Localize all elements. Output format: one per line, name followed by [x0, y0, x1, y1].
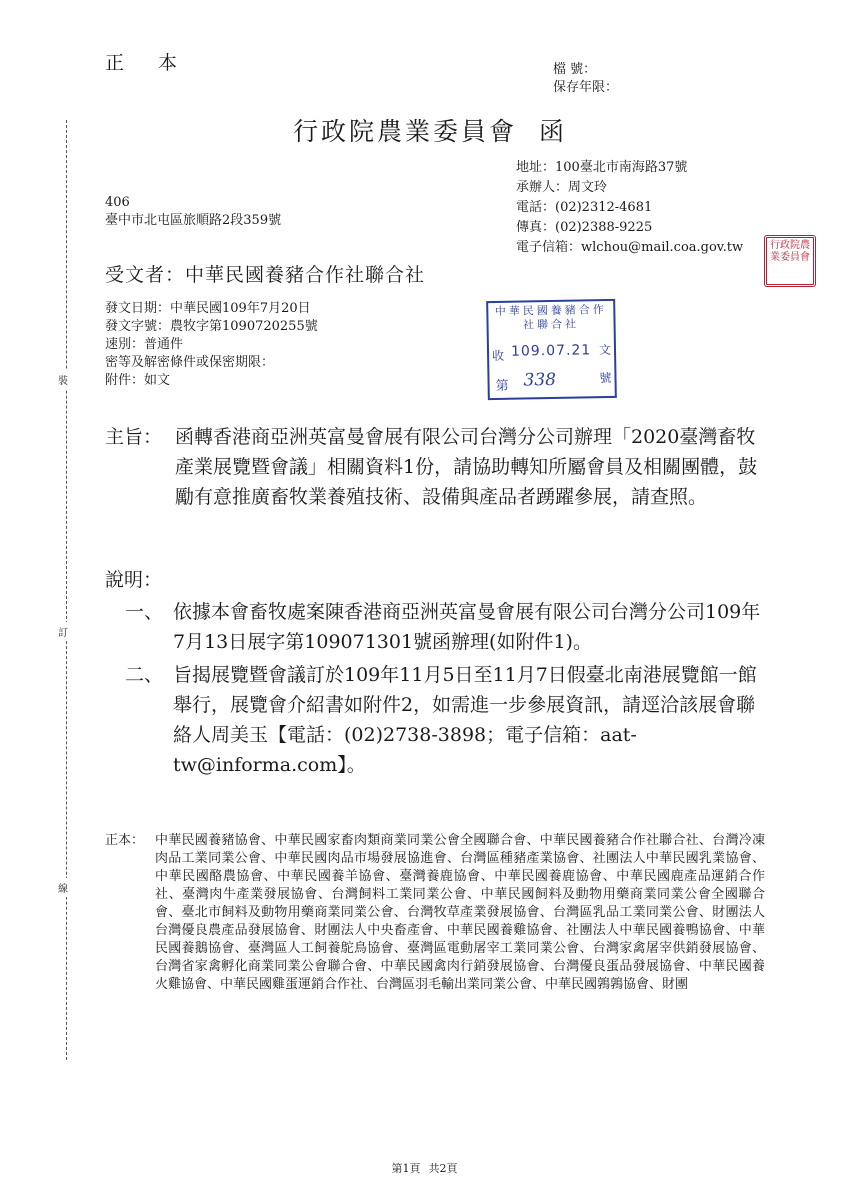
- recipient-postcode: 406: [105, 195, 130, 210]
- distribution-label: 正本：: [105, 833, 145, 848]
- item-text: 依據本會畜牧處案陳香港商亞洲英富曼會展有限公司台灣分公司109年7月13日展字第109071301號函辦理(如附件1)。: [173, 601, 761, 653]
- item-number: 一、: [125, 601, 164, 623]
- page-footer: [0, 1160, 849, 1176]
- issuing-org: 行政院農業委員會: [293, 117, 518, 146]
- sender-address: 地址：100臺北市南海路37號: [516, 160, 688, 175]
- stamp-side-right: 文: [598, 342, 612, 358]
- receipt-stamp: [486, 299, 617, 400]
- speed: 速別：普通件: [105, 337, 184, 352]
- page-number: 第1頁: [391, 1162, 421, 1175]
- stamp-num-prefix: 第: [495, 378, 509, 394]
- binding-char-zhuang: 裝: [58, 370, 68, 389]
- sender-fax: 傳真：(02)2388-9225: [516, 220, 653, 235]
- sender-email: 電子信箱：wlchou@mail.coa.gov.tw: [516, 240, 744, 255]
- original-copy-mark: 正 本: [105, 52, 192, 74]
- item-number: 二、: [125, 664, 164, 686]
- binding-char-ding: 訂: [58, 622, 68, 641]
- recipient-address: [105, 194, 281, 230]
- sender-handler: 承辦人：周文玲: [516, 180, 608, 195]
- explanation-item: [125, 660, 765, 780]
- subject-text: 函轉香港商亞洲英富曼會展有限公司台灣分公司辦理「2020臺灣畜牧產業展覽暨會議」相關資料1份，請協助轉知所屬會員及相關團體，鼓勵有意推廣畜牧業養殖技術、設備與產品者踴躍參展，請查照。: [175, 426, 758, 508]
- subject-label: 主旨：: [105, 426, 163, 448]
- explanation-label: 說明：: [105, 569, 163, 591]
- distribution-text: 中華民國養豬協會、中華民國家畜肉類商業同業公會全國聯合會、中華民國養豬合作社聯合社、台灣冷凍肉品工業同業公會、中華民國肉品市場發展協進會、台灣區種豬產業協會、社團法人中華民國乳業協會、中華民國酪農協會、中華民國養羊協會、臺灣養鹿協會、中華民國養鹿協會、中華民國鹿產品運銷合作社、臺灣肉牛產業發展協會、台灣飼料工業同業公會、中華民國飼料及動物用藥商業同業公會全國聯合會、臺北市飼料及動物用藥商業同業公會、台灣牧草產業發展協會、台灣區乳品工業同業公會、財團法人台灣優良農產品發展協會、財團法人中央畜產會、中華民國養雞協會、社團法人中華民國養鴨協會、中華民國養鵝協會、臺灣區人工飼養鴕鳥協會、臺灣區電動屠宰工業同業公會、台灣家禽屠宰供銷發展協會、台灣省家禽孵化商業同業公會聯合會、中華民國禽肉行銷發展協會、台灣優良蛋品發展協會、中華民國養火雞協會、中華民國雞蛋運銷合作社、台灣區羽毛輸出業同業公會、中華民國鶉鶉協會、財團: [155, 833, 765, 992]
- issue-date: 發文日期：中華民國109年7月20日: [105, 301, 311, 316]
- secrecy: 密等及解密條件或保密期限：: [105, 355, 275, 370]
- page-total: 共2頁: [428, 1162, 458, 1175]
- stamp-number: 338: [523, 369, 557, 391]
- recipient-street: 臺中市北屯區旅順路2段359號: [105, 213, 282, 228]
- binding-char-xian: 線: [58, 878, 68, 897]
- archive-info: [553, 61, 618, 97]
- stamp-num-suffix: 號: [599, 370, 612, 386]
- sender-phone: 電話：(02)2312-4681: [516, 200, 653, 215]
- explanation-item: [125, 597, 765, 657]
- retention-label: 保存年限：: [553, 80, 619, 95]
- document-meta: [105, 300, 318, 390]
- stamp-side-left: 收: [491, 348, 505, 364]
- issue-number: 發文字號：農牧字第1090720255號: [105, 319, 318, 334]
- recipient: 受文者：中華民國養豬合作社聯合社: [105, 264, 426, 286]
- binding-line: [66, 120, 67, 1060]
- stamp-org: 中華民國養豬合作社聯合社: [494, 303, 607, 332]
- document-title: [293, 112, 567, 148]
- official-seal: 行政院農業委員會: [764, 235, 816, 287]
- item-text: 旨揭展覽暨會議訂於109年11月5日至11月7日假臺北南港展覽館一館舉行，展覽會介紹書如附件2，如需進一步參展資訊，請逕洽該展會聯絡人周美玉【電話：(02)2738-3898；電子信箱：aat-tw@informa.com】。: [173, 664, 757, 776]
- subject: [105, 422, 765, 512]
- file-number-label: 檔 號：: [553, 62, 597, 77]
- sender-contact-block: [516, 158, 766, 258]
- distribution-list: [105, 832, 765, 994]
- attachment: 附件：如文: [105, 373, 171, 388]
- document-type: 函: [539, 117, 568, 146]
- stamp-date: 109.07.21: [510, 342, 592, 360]
